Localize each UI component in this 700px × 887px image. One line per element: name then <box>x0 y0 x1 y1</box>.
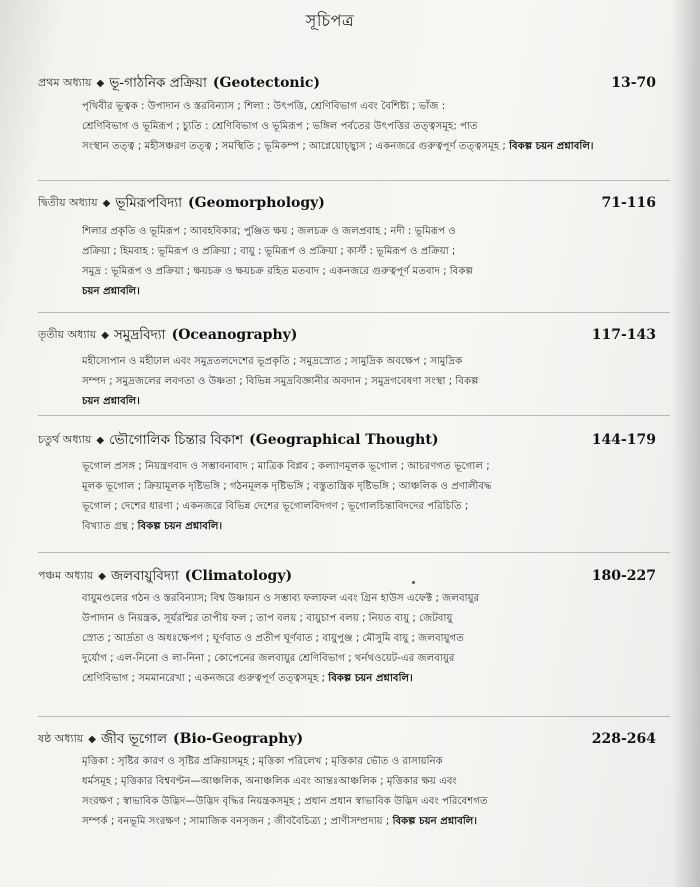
chapter-heading[interactable] <box>38 190 656 216</box>
chapter-title-english: (Geographical Thought) <box>249 432 439 448</box>
diamond-bullet-icon: ◆ <box>98 570 106 582</box>
chapter-page-range: 13-70 <box>611 75 656 91</box>
chapter-topics <box>82 352 656 412</box>
practice-questions-label: বিকল্প চয়ন প্রশ্নাবলি। <box>509 141 594 152</box>
chapter-topics <box>82 222 656 302</box>
diamond-bullet-icon: ◆ <box>88 733 96 745</box>
chapter-title-bengali: ভূ-গাঠনিক প্রক্রিয়া <box>109 74 207 91</box>
topic-line <box>82 282 656 302</box>
topic-line: সমুদ্র : ভূমিরূপ ও প্রক্রিয়া ; ক্ষয়চক্র ও ক্ষয়চক্র রহিত মতবাদ ; একনজরে গুরুত্বপূর্ণ মতবাদ ; বিকল্প <box>82 266 473 277</box>
chapter-topics <box>82 97 656 157</box>
chapter-number: প্রথম অধ্যায় <box>38 75 92 89</box>
section-divider <box>38 180 670 181</box>
topic-line: সম্পদ ; সমুদ্রজলের লবণতা ও উষ্ণতা ; বিভিন্ন সমুদ্রবিজ্ঞানীর অবদান ; সমুদ্রগবেষণা সংস্থা ; বিকল্প <box>82 376 479 387</box>
section-divider <box>38 552 670 553</box>
topic-line: প্রক্রিয়া ; হিমবাহ : ভূমিরূপ ও প্রক্রিয়া ; বায়ু : ভূমিরূপ ও প্রক্রিয়া ; কার্স্ট : ভূমিরূপ ও প্রক্রিয়া ; <box>82 246 456 257</box>
chapter-topics <box>82 589 656 689</box>
section-divider <box>38 716 670 717</box>
chapter-heading[interactable] <box>38 563 656 589</box>
chapter-heading[interactable] <box>38 70 656 96</box>
topic-line: সংরক্ষণ ; স্বাভাবিক উদ্ভিদ—উদ্ভিদ বৃদ্ধির নিয়ন্ত্রকসমূহ ; প্রধান প্রধান স্বাভাবিক উদ্ভিদ এবং পরিবেশগত <box>82 796 488 807</box>
topic-line: শ্রেণিবিভাগ ও ভূমিরূপ ; চ্যুতি : শ্রেণিবিভাগ ও ভূমিরূপ ; ভঙ্গিল পর্বতের উৎপত্তির তত্ত্বসমূহ: পাত <box>82 121 478 132</box>
chapter-number: চতুর্থ অধ্যায় <box>38 432 92 446</box>
chapter-number: ষষ্ঠ অধ্যায় <box>38 731 84 745</box>
chapter-heading[interactable] <box>38 427 656 453</box>
chapter-number: পঞ্চম অধ্যায় <box>38 568 94 582</box>
diamond-bullet-icon: ◆ <box>102 197 111 209</box>
diamond-bullet-icon: ◆ <box>101 329 109 341</box>
topic-line: সম্পর্ক ; বনভূমি সংরক্ষণ ; সামাজিক বনসৃজন ; জীববৈচিত্র্য ; প্রাণীসম্প্রদায় ; বিকল্প চয়ন প্রশ্নাবলি। <box>82 816 478 827</box>
chapter-title-bengali: সমুদ্রবিদ্যা <box>113 326 166 343</box>
topic-line: উপাদান ও নিয়ন্ত্রক, সূর্যরশ্মির তাপীয় ফল ; তাপ বলয় ; বায়ুচাপ বলয় ; নিয়ত বায়ু ; জেটবায়ু <box>82 613 453 624</box>
chapter-topics <box>82 457 656 537</box>
chapter-topics <box>82 752 656 832</box>
topic-line: পৃথিবীর ভূত্বক : উপাদান ও স্তরবিন্যাস ; শিলা : উৎপত্তি, শ্রেণিবিভাগ এবং বৈশিষ্ট্য ; ভাঁজ : <box>82 101 446 112</box>
topic-line: মূলক ভূগোল ; ক্রিয়ামূলক দৃষ্টিভঙ্গি ; গঠনমূলক দৃষ্টিভঙ্গি ; বস্তুতান্ত্রিক দৃষ্টিভঙ্গি ; আঞ্চলিক ও প্রণালীবদ্ধ <box>82 481 492 492</box>
chapter-page-range: 180-227 <box>591 568 656 584</box>
chapter-page-range: 71-116 <box>601 195 656 211</box>
topic-line: ধর্মসমূহ ; মৃত্তিকার বিশ্ববণ্টন—আঞ্চলিক, অনাঞ্চলিক এবং আন্তঃআঞ্চলিক ; মৃত্তিকার ক্ষয় এবং <box>82 776 457 787</box>
chapter-number: দ্বিতীয় অধ্যায় <box>38 195 98 209</box>
chapter-title-bengali: ভূমিরূপবিদ্যা <box>115 194 183 211</box>
chapter-title-bengali: জীব ভূগোল <box>100 730 168 747</box>
chapter-number: তৃতীয় অধ্যায় <box>38 327 97 341</box>
chapter-page-range: 117-143 <box>591 327 656 343</box>
chapter-title-bengali: ভৌগোলিক চিন্তার বিকাশ <box>109 431 244 448</box>
chapter-title-bengali: জলবায়ুবিদ্যা <box>110 567 179 584</box>
page-title: সূচিপত্র <box>305 11 355 30</box>
diamond-bullet-icon: ◆ <box>96 77 105 89</box>
topic-line <box>82 392 656 412</box>
topic-line: বিখ্যাত গ্রন্থ ; বিকল্প চয়ন প্রশ্নাবলি। <box>82 521 223 532</box>
topic-line: মহীসোপান ও মহীঢাল এবং সমুদ্রতলদেশের ভূপ্রকৃতি ; সমুদ্রস্রোত ; সামুদ্রিক অবক্ষেপ ; সামুদ্রিক <box>82 356 463 367</box>
practice-questions-label: চয়ন প্রশ্নাবলি। <box>82 396 140 407</box>
chapter-page-range: 144-179 <box>591 432 656 448</box>
section-divider <box>38 312 670 313</box>
chapter-title-english: (Bio-Geography) <box>173 731 304 747</box>
chapter-heading[interactable] <box>38 726 656 752</box>
topic-line: সংস্থান তত্ত্ব ; মহীসঞ্চরণ তত্ত্ব ; সমস্থিতি ; ভূমিকম্প ; আগ্নেয়োচ্ছ্বাস ; একনজরে গুরুত্বপূর্ণ তত্ত্বসমূহ ; বিকল্প চয়ন প্রশ্নাবলি। <box>82 141 594 152</box>
practice-questions-label: বিকল্প চয়ন প্রশ্নাবলি। <box>392 816 478 827</box>
chapter-title-english: (Oceanography) <box>171 327 298 343</box>
chapter-title-english: (Geomorphology) <box>188 195 325 211</box>
topic-line: শ্রেণিবিভাগ ; সমমানরেখা ; একনজরে গুরুত্বপূর্ণ তত্ত্বসমূহ ; বিকল্প চয়ন প্রশ্নাবলি। <box>82 673 413 684</box>
topic-line: শিলার প্রকৃতি ও ভূমিরূপ ; আবহবিকার; পুঞ্জিত ক্ষয় ; জলচক্র ও জলপ্রবাহ ; নদী : ভূমিরূপ ও <box>82 226 456 237</box>
topic-line: দুর্যোগ ; এল-নিনো ও লা-নিনা ; কোপেনের জলবায়ুর শ্রেণিবিভাগ ; থর্নথওয়েট-এর জলবায়ুর <box>82 653 455 664</box>
practice-questions-label: বিকল্প চয়ন প্রশ্নাবলি। <box>328 673 413 684</box>
topic-line: ভূগোল প্রসঙ্গ ; নিয়ন্ত্রণবাদ ও সম্ভাবনাবাদ ; মাত্রিক বিপ্লব ; কল্যাণমূলক ভূগোল ; আচরণগত ভূগোল ; <box>82 461 490 472</box>
chapter-heading[interactable] <box>38 322 656 348</box>
diamond-bullet-icon: ◆ <box>96 434 105 446</box>
chapter-title-english: (Climatology) <box>184 568 293 584</box>
section-divider <box>38 415 670 416</box>
practice-questions-label: চয়ন প্রশ্নাবলি। <box>82 286 140 297</box>
topic-line: বায়ুমণ্ডলের গঠন ও স্তরবিন্যাস; বিশ্ব উষ্ণায়ন ও সম্ভাব্য ফলাফল এবং গ্রিন হাউস এফেক্ট ; জলবায়ুর <box>82 593 480 604</box>
practice-questions-label: বিকল্প চয়ন প্রশ্নাবলি। <box>137 521 223 532</box>
chapter-page-range: 228-264 <box>591 731 656 747</box>
print-speck <box>412 581 415 584</box>
chapter-title-english: (Geotectonic) <box>212 75 321 91</box>
topic-line: স্রোত ; আর্দ্রতা ও অধঃক্ষেপণ ; ঘূর্ণবাত ও প্রতীপ ঘূর্ণবাত ; বায়ুপুঞ্জ ; মৌসুমি বায়ু ; জলবায়ুগত <box>82 633 464 644</box>
page-edge-shadow <box>672 0 700 887</box>
topic-line: ভূগোল ; দেশের ধারণা ; একনজরে বিভিন্ন দেশের ভূগোলবিদগণ ; ভূগোলচিন্তাবিদদের পরিচিতি ; <box>82 501 469 512</box>
topic-line: মৃত্তিকা : সৃষ্টির কারণ ও সৃষ্টির প্রক্রিয়াসমূহ ; মৃত্তিকা পরিলেখ ; মৃত্তিকার ভৌত ও রাসায়নিক <box>82 756 443 767</box>
